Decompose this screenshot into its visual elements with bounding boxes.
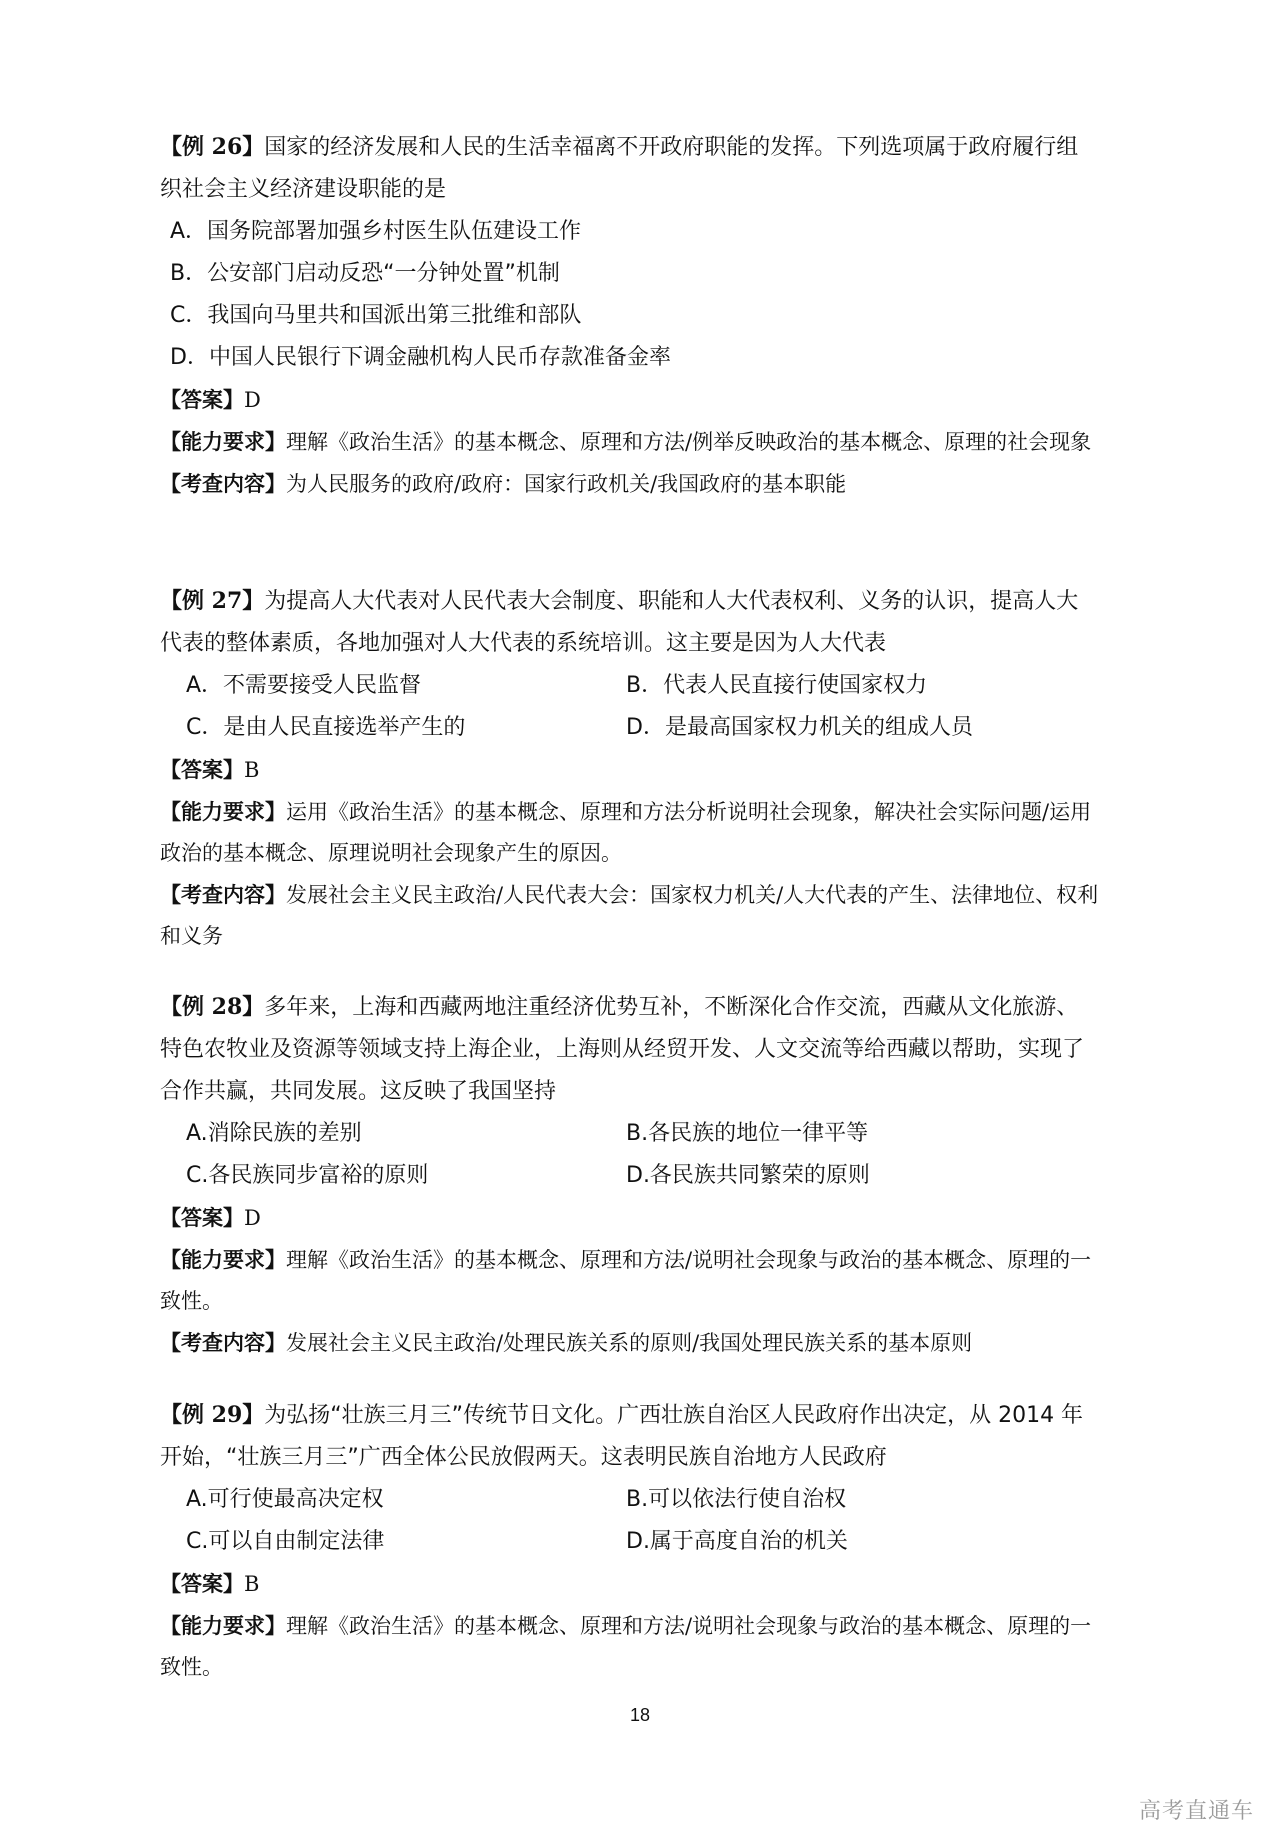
option-grid xyxy=(160,1479,1100,1563)
question-text: 为弘扬“壮族三月三”传统节日文化。广西壮族自治区人民政府作出决定，从 2014 年开始，“壮族三月三”广西全体公民放假两天。这表明民族自治地方人民政府 xyxy=(160,1403,1084,1470)
option-b: B.可以依法行使自治权 xyxy=(626,1487,847,1512)
answer-line xyxy=(160,1563,1100,1605)
question-tag: 【例 29】 xyxy=(160,1402,265,1428)
answer-label: 【答案】 xyxy=(160,387,244,412)
option-c: C.各民族同步富裕的原则 xyxy=(186,1163,429,1188)
content-text: 为人民服务的政府/政府：国家行政机关/我国政府的基本职能 xyxy=(286,472,847,496)
answer-value: B xyxy=(244,758,260,782)
watermark: 高考直通车 xyxy=(1138,1799,1254,1824)
question-text: 国家的经济发展和人民的生活幸福离不开政府职能的发挥。下列选项属于政府履行组织社会主义经济建设职能的是 xyxy=(160,135,1079,202)
content-label: 【考查内容】 xyxy=(160,1330,286,1355)
answer-value: D xyxy=(244,388,261,412)
question-tag: 【例 27】 xyxy=(160,588,265,614)
option-d: D.各民族共同繁荣的原则 xyxy=(626,1163,870,1188)
ability-text: 运用《政治生活》的基本概念、原理和方法分析说明社会现象，解决社会实际问题/运用政治的基本概念、原理说明社会现象产生的原因。 xyxy=(160,800,1092,865)
question-29 xyxy=(160,1394,1100,1688)
ability-line xyxy=(160,1239,1100,1322)
answer-label: 【答案】 xyxy=(160,1571,244,1596)
question-28 xyxy=(160,986,1100,1364)
option-a: A．国务院部署加强乡村医生队伍建设工作 xyxy=(170,219,582,244)
option-a: A.消除民族的差别 xyxy=(186,1121,362,1146)
question-27 xyxy=(160,580,1100,957)
content-line xyxy=(160,463,1100,505)
option-c: C．是由人民直接选举产生的 xyxy=(186,715,466,740)
option-grid xyxy=(160,1113,1100,1197)
ability-label: 【能力要求】 xyxy=(160,429,286,454)
answer-line xyxy=(160,1197,1100,1239)
option-b: B.各民族的地位一律平等 xyxy=(626,1121,869,1146)
answer-value: D xyxy=(244,1206,261,1230)
ability-line xyxy=(160,1605,1100,1688)
option-b: B．代表人民直接行使国家权力 xyxy=(626,673,928,698)
question-tag: 【例 26】 xyxy=(160,134,265,160)
option-grid xyxy=(160,665,1100,749)
ability-label: 【能力要求】 xyxy=(160,1247,286,1272)
content-line xyxy=(160,874,1100,957)
question-stem xyxy=(160,1394,1100,1479)
option-d: D．中国人民银行下调金融机构人民币存款准备金率 xyxy=(170,345,671,370)
option-d: D．是最高国家权力机关的组成人员 xyxy=(626,715,973,740)
option-c: C.可以自由制定法律 xyxy=(186,1529,385,1554)
option-b: B．公安部门启动反恐“一分钟处置”机制 xyxy=(170,261,560,286)
answer-label: 【答案】 xyxy=(160,1205,244,1230)
question-tag: 【例 28】 xyxy=(160,994,265,1020)
content-line xyxy=(160,1322,1100,1364)
question-26 xyxy=(160,126,1100,505)
option-a: A．不需要接受人民监督 xyxy=(186,673,422,698)
content-label: 【考查内容】 xyxy=(160,471,286,496)
ability-text: 理解《政治生活》的基本概念、原理和方法/说明社会现象与政治的基本概念、原理的一致性。 xyxy=(160,1248,1092,1313)
answer-line xyxy=(160,379,1100,421)
option-list xyxy=(160,211,1100,379)
option-c: C．我国向马里共和国派出第三批维和部队 xyxy=(170,303,582,328)
option-d: D.属于高度自治的机关 xyxy=(626,1529,848,1554)
answer-value: B xyxy=(244,1572,260,1596)
content-label: 【考查内容】 xyxy=(160,882,286,907)
question-stem xyxy=(160,126,1100,211)
ability-label: 【能力要求】 xyxy=(160,1613,286,1638)
ability-text: 理解《政治生活》的基本概念、原理和方法/说明社会现象与政治的基本概念、原理的一致性。 xyxy=(160,1614,1092,1679)
question-text: 为提高人大代表对人民代表大会制度、职能和人大代表权利、义务的认识，提高人大代表的整体素质，各地加强对人大代表的系统培训。这主要是因为人大代表 xyxy=(160,589,1079,656)
option-a: A.可行使最高决定权 xyxy=(186,1487,384,1512)
ability-text: 理解《政治生活》的基本概念、原理和方法/例举反映政治的基本概念、原理的社会现象 xyxy=(286,430,1092,454)
content-text: 发展社会主义民主政治/处理民族关系的原则/我国处理民族关系的基本原则 xyxy=(286,1331,973,1355)
page-number: 18 xyxy=(629,1705,651,1725)
ability-line xyxy=(160,791,1100,874)
ability-line xyxy=(160,421,1100,463)
content-text: 发展社会主义民主政治/人民代表大会：国家权力机关/人大代表的产生、法律地位、权利和义务 xyxy=(160,883,1099,948)
ability-label: 【能力要求】 xyxy=(160,799,286,824)
question-stem xyxy=(160,986,1100,1113)
question-text: 多年来，上海和西藏两地注重经济优势互补，不断深化合作交流，西藏从文化旅游、特色农牧业及资源等领域支持上海企业，上海则从经贸开发、人文交流等给西藏以帮助，实现了合作共赢，共同发展。这反映了我国坚持 xyxy=(160,995,1085,1104)
answer-line xyxy=(160,749,1100,791)
question-stem xyxy=(160,580,1100,665)
answer-label: 【答案】 xyxy=(160,757,244,782)
